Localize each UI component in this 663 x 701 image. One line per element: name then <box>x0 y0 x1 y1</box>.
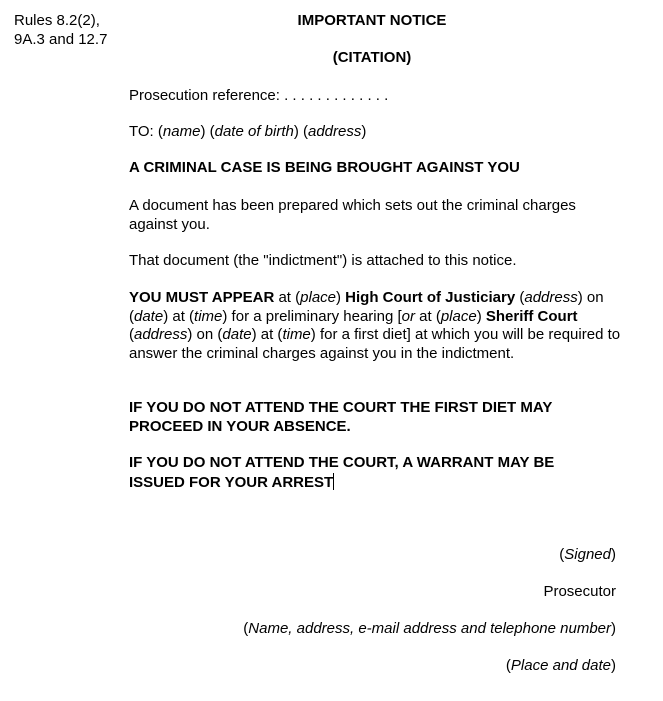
signed-line: (Signed) <box>559 546 616 563</box>
t: ) on ( <box>129 289 604 325</box>
prosecution-reference <box>129 87 619 106</box>
place-date-placeholder: Place and date <box>510 657 611 674</box>
rules-reference <box>14 12 107 49</box>
signed-placeholder: Signed <box>564 546 611 563</box>
to-label: TO: <box>129 123 158 140</box>
label: Prosecution reference: <box>129 87 280 104</box>
prosecutor-label: Prosecutor <box>543 583 616 600</box>
t: ) for a first diet] at which you will be required to answer the criminal charges against you in the indictment. <box>129 326 621 362</box>
t: YOU MUST APPEAR <box>129 289 275 306</box>
warning-text: IF YOU DO NOT ATTEND THE COURT, A WARRANT MAY BE ISSUED FOR YOUR ARREST <box>129 454 555 491</box>
dob-placeholder: date of birth <box>214 123 294 140</box>
recipient-line: TO: (name) (date of birth) (address) <box>129 123 367 140</box>
t: ) for a preliminary hearing [ <box>222 307 402 325</box>
document-paragraph: A document has been prepared which sets out the criminal charges against you. <box>129 197 576 233</box>
t: at ( <box>414 307 441 325</box>
reference-blank: . . . . . . . . . . . . . <box>279 87 389 104</box>
notice-subtitle: (CITATION) <box>332 49 412 66</box>
text-cursor <box>333 473 334 490</box>
t: date <box>222 326 252 343</box>
t: or <box>401 307 415 325</box>
t: address <box>134 326 188 343</box>
place-date: (Place and date) <box>505 657 616 674</box>
t: ) at ( <box>251 326 283 343</box>
t: Sheriff Court <box>485 307 578 325</box>
details-placeholder: Name, address, e-mail address and telephone number <box>248 620 611 637</box>
t: time <box>194 307 223 325</box>
t: High Court of Justiciary <box>345 289 516 306</box>
case-heading: A CRIMINAL CASE IS BEING BROUGHT AGAINST YOU <box>129 159 520 176</box>
t: ) <box>476 307 486 325</box>
t: date <box>134 307 164 325</box>
indictment-paragraph: That document (the "indictment") is attached to this notice. <box>129 252 517 269</box>
notice-title: IMPORTANT NOTICE <box>297 12 447 29</box>
t: place <box>440 307 477 325</box>
t: ( <box>515 289 525 306</box>
t: address <box>524 289 578 306</box>
t: ) on ( <box>187 326 223 343</box>
t: ( <box>129 326 134 343</box>
rules-line: 9A.3 and 12.7 <box>14 30 108 48</box>
address-placeholder: address <box>308 123 362 140</box>
t: place <box>300 289 336 306</box>
prosecutor-details: (Name, address, e-mail address and telephone number) <box>243 620 616 637</box>
t: ) at ( <box>163 307 195 325</box>
t: at ( <box>274 289 301 306</box>
t: time <box>282 326 311 343</box>
warning-arrest <box>129 454 599 492</box>
rules-line: Rules 8.2(2), <box>14 12 100 29</box>
name-placeholder: name <box>162 123 201 140</box>
t: ) <box>336 289 346 306</box>
appearance-paragraph <box>129 289 621 363</box>
warning-first-diet: IF YOU DO NOT ATTEND THE COURT THE FIRST DIET MAY PROCEED IN YOUR ABSENCE. <box>129 399 553 435</box>
